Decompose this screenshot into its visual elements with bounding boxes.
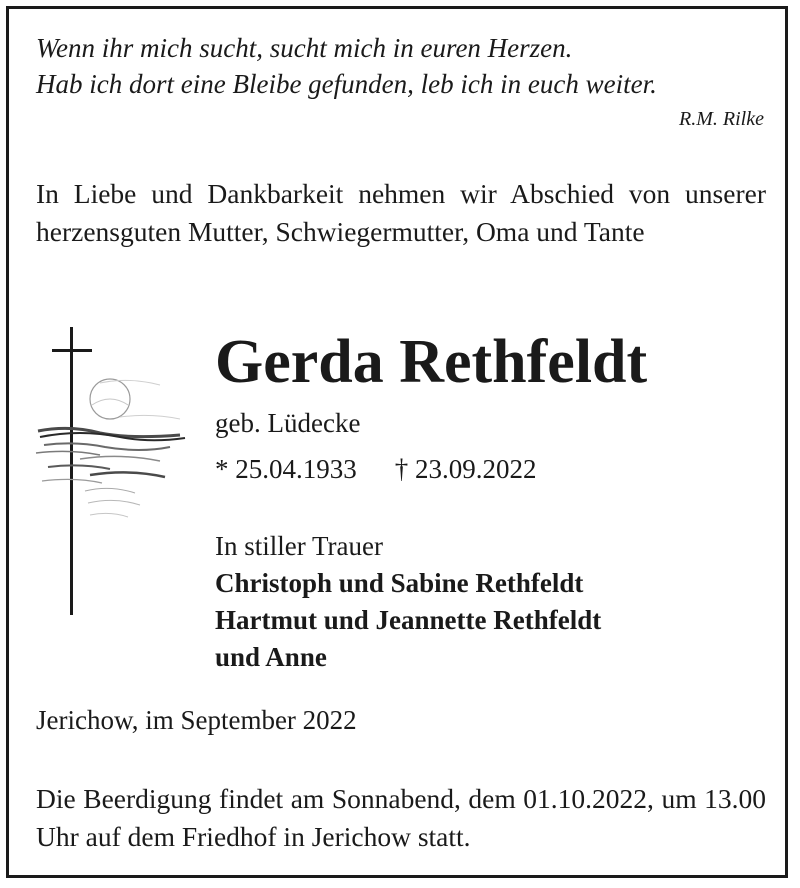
intro-text: In Liebe und Dankbarkeit nehmen wir Abschied von unserer herzensguten Mutter, Schwiegermutter, Oma und Tante: [36, 178, 766, 247]
quote-line-2: Hab ich dort eine Bleibe gefunden, leb ich in euch weiter.: [36, 69, 657, 99]
place-date: Jerichow, im September 2022: [36, 705, 357, 735]
maiden-name: geb. Lüdecke: [215, 408, 361, 438]
mourners-block: [215, 528, 601, 676]
funeral-info: Die Beerdigung findet am Sonnabend, dem 01.10.2022, um 13.00 Uhr auf dem Friedhof in Jerichow statt.: [36, 783, 766, 852]
mourner-line: und Anne: [215, 642, 327, 672]
mourner-line: Hartmut und Jeannette Rethfeldt: [215, 605, 602, 635]
quote: [36, 30, 766, 102]
birth-date: * 25.04.1933: [215, 454, 357, 484]
life-dates: [215, 454, 537, 485]
quote-author: R.M. Rilke: [679, 108, 764, 130]
death-date: † 23.09.2022: [394, 454, 537, 484]
mourner-line: Christoph und Sabine Rethfeldt: [215, 568, 584, 598]
mourners-heading: In stiller Trauer: [215, 531, 383, 561]
cross-landscape-icon: [30, 325, 200, 620]
deceased-name: Gerda Rethfeldt: [215, 328, 648, 396]
quote-line-1: Wenn ihr mich sucht, sucht mich in euren Herzen.: [36, 33, 573, 63]
